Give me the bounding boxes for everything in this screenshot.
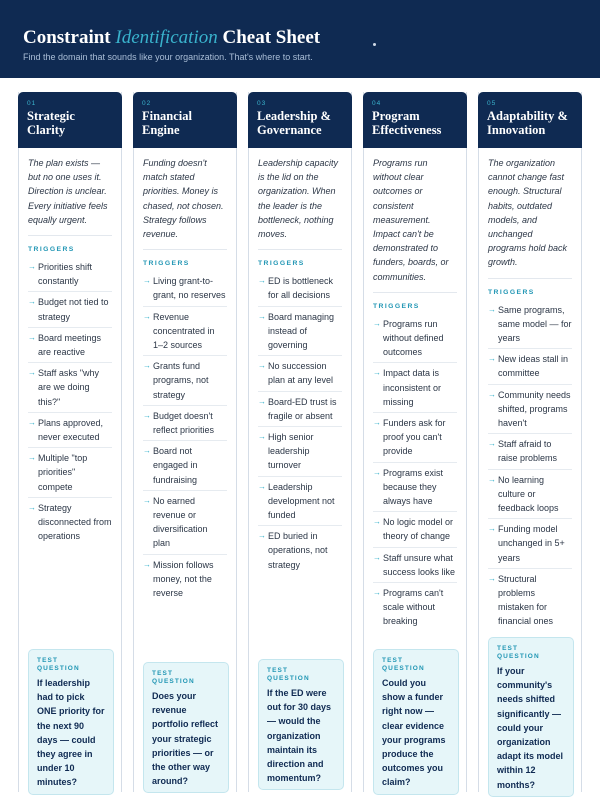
test-question-box: [258, 659, 344, 790]
trigger-item: → Multiple "top priorities" compete: [28, 448, 112, 498]
test-question-text: Could you show a funder right now — clear evidence your programs produce the outcomes you claim?: [382, 678, 446, 788]
arrow-icon: →: [488, 524, 496, 534]
triggers-label: TRIGGERS: [143, 260, 190, 268]
arrow-icon: →: [488, 474, 496, 484]
test-question-box: [373, 649, 459, 795]
column-number: 03: [257, 100, 267, 107]
column-name: Strategic Clarity: [27, 109, 75, 137]
arrow-icon: →: [143, 410, 151, 420]
column-number: 02: [142, 100, 152, 107]
title-emphasis: Identification: [115, 27, 218, 48]
trigger-item: → Staff unsure what success looks like: [373, 548, 457, 583]
arrow-icon: →: [143, 311, 151, 321]
column-name: Financial Engine: [142, 109, 193, 137]
domain-column-leadership-governance: [248, 92, 352, 792]
triggers-label: TRIGGERS: [28, 246, 75, 254]
trigger-item: → Board-ED trust is fragile or absent: [258, 392, 342, 427]
arrow-icon: →: [258, 276, 266, 286]
test-question-text: If your community's needs shifted significantly — could your organization adapt its model within 12 months?: [497, 666, 564, 790]
arrow-icon: →: [143, 559, 151, 569]
domain-column-program-effectiveness: [363, 92, 467, 792]
trigger-item: → Programs exist because they always have: [373, 463, 457, 513]
trigger-item: → No logic model or theory of change: [373, 512, 457, 547]
arrow-icon: →: [28, 502, 36, 512]
arrow-icon: →: [373, 552, 381, 562]
arrow-icon: →: [258, 396, 266, 406]
arrow-icon: →: [28, 297, 36, 307]
trigger-item: → Priorities shift constantly: [28, 257, 112, 292]
header-banner: [0, 0, 600, 78]
triggers-label: TRIGGERS: [258, 260, 305, 268]
arrow-icon: →: [258, 432, 266, 442]
arrow-icon: →: [143, 446, 151, 456]
arrow-icon: →: [143, 276, 151, 286]
trigger-item: → Board meetings are reactive: [28, 328, 112, 363]
trigger-item: → ED is bottleneck for all decisions: [258, 271, 342, 306]
title-part-1: Constraint: [23, 27, 111, 48]
column-number: 04: [372, 100, 382, 107]
arrow-icon: →: [28, 453, 36, 463]
test-question-box: [28, 649, 114, 795]
arrow-icon: →: [373, 418, 381, 428]
test-question-label: TEST QUESTION: [382, 657, 425, 672]
trigger-item: → Budget not tied to strategy: [28, 292, 112, 327]
domain-column-adaptability-innovation: [478, 92, 582, 792]
trigger-item: → ED buried in operations, not strategy: [258, 531, 328, 570]
trigger-list: [488, 300, 572, 632]
arrow-icon: →: [258, 311, 266, 321]
arrow-icon: →: [373, 517, 381, 527]
trigger-item: → Leadership development not funded: [258, 477, 342, 527]
column-description: Funding doesn't match stated priorities. Money is chased, not chosen. Strategy follows revenue.: [143, 156, 227, 250]
arrow-icon: →: [373, 467, 381, 477]
test-question-label: TEST QUESTION: [37, 657, 80, 672]
test-question-label: TEST QUESTION: [497, 645, 540, 660]
triggers-label: TRIGGERS: [373, 302, 420, 310]
trigger-list: [28, 257, 112, 546]
column-name: Adaptability & Innovation: [487, 109, 568, 137]
trigger-item: → Same programs, same model — for years: [488, 300, 572, 350]
column-header: [133, 92, 237, 148]
trigger-item: → Programs can't scale without breaking: [373, 588, 444, 627]
trigger-item: → Plans approved, never executed: [28, 413, 112, 448]
page-subtitle: Find the domain that sounds like your organization. That's where to start.: [23, 52, 313, 62]
arrow-icon: →: [258, 481, 266, 491]
trigger-item: → Staff afraid to raise problems: [488, 434, 572, 469]
column-number: 01: [27, 100, 37, 107]
arrow-icon: →: [28, 332, 36, 342]
arrow-icon: →: [143, 495, 151, 505]
trigger-item: → Funding model unchanged in 5+ years: [488, 519, 572, 569]
arrow-icon: →: [488, 304, 496, 314]
trigger-item: → High senior leadership turnover: [258, 427, 342, 477]
trigger-item: → New ideas stall in committee: [488, 349, 572, 384]
trigger-item: → No earned revenue or diversification plan: [143, 491, 227, 555]
column-name: Program Effectiveness: [372, 109, 442, 137]
arrow-icon: →: [258, 361, 266, 371]
arrow-icon: →: [373, 588, 381, 598]
trigger-item: → Impact data is inconsistent or missing: [373, 363, 457, 413]
arrow-icon: →: [488, 354, 496, 364]
column-header: [478, 92, 582, 148]
trigger-item: → Programs run without defined outcomes: [373, 314, 457, 364]
test-question-text: Does your revenue portfolio reflect your strategic priorities — or the other way around?: [152, 691, 219, 787]
column-description: Programs run without clear outcomes or consistent measurement. Impact can't be demonstrated to funders, boards, or communities.: [373, 156, 457, 293]
triggers-label: TRIGGERS: [488, 288, 535, 296]
domain-column-strategic-clarity: [18, 92, 122, 792]
column-name: Leadership & Governance: [257, 109, 331, 137]
trigger-item: → Staff asks "why are we doing this?": [28, 363, 112, 413]
trigger-item: → Budget doesn't reflect priorities: [143, 406, 227, 441]
trigger-list: [373, 314, 457, 632]
arrow-icon: →: [143, 361, 151, 371]
title-part-2: Cheat Sheet: [222, 27, 321, 48]
decorative-dot: [373, 43, 376, 46]
trigger-item: → Structural problems mistaken for financial ones: [488, 573, 554, 627]
arrow-icon: →: [488, 439, 496, 449]
test-question-box: [143, 662, 229, 793]
domain-column-financial-engine: [133, 92, 237, 792]
column-header: [363, 92, 467, 148]
column-header: [248, 92, 352, 148]
trigger-item: → Community needs shifted, programs haven't: [488, 385, 572, 435]
trigger-item: → Strategy disconnected from operations: [28, 502, 112, 542]
column-number: 05: [487, 100, 497, 107]
page-title: [23, 27, 320, 49]
trigger-item: → Board managing instead of governing: [258, 307, 342, 357]
trigger-item: → Mission follows money, not the reverse: [143, 559, 214, 599]
test-question-label: TEST QUESTION: [267, 667, 310, 682]
trigger-item: → Revenue concentrated in 1–2 sources: [143, 307, 227, 357]
column-description: The plan exists — but no one uses it. Direction is unclear. Every initiative feels equally urgent.: [28, 156, 112, 236]
trigger-item: → No succession plan at any level: [258, 356, 342, 391]
trigger-item: → Funders ask for proof you can't provide: [373, 413, 457, 463]
column-description: The organization cannot change fast enough. Structural habits, outdated models, and unchanged programs hold back growth.: [488, 156, 572, 279]
test-question-text: If leadership had to pick ONE priority for the next 90 days — could they agree in under 10 minutes?: [37, 678, 105, 788]
trigger-item: → Board not engaged in fundraising: [143, 441, 227, 491]
test-question-label: TEST QUESTION: [152, 670, 195, 685]
arrow-icon: →: [258, 531, 266, 541]
column-description: Leadership capacity is the lid on the organization. When the leader is the bottleneck, nothing moves.: [258, 156, 342, 250]
trigger-item: → No learning culture or feedback loops: [488, 470, 572, 520]
test-question-text: If the ED were out for 30 days — would the organization maintain its direction and momentum?: [267, 688, 332, 784]
arrow-icon: →: [373, 318, 381, 328]
arrow-icon: →: [373, 368, 381, 378]
arrow-icon: →: [28, 262, 36, 272]
trigger-item: → Living grant-to-grant, no reserves: [143, 271, 227, 306]
trigger-list: [143, 271, 227, 603]
test-question-box: [488, 637, 574, 797]
trigger-item: → Grants fund programs, not strategy: [143, 356, 227, 406]
trigger-list: [258, 271, 342, 575]
arrow-icon: →: [28, 417, 36, 427]
column-header: [18, 92, 122, 148]
arrow-icon: →: [488, 389, 496, 399]
arrow-icon: →: [488, 573, 496, 583]
arrow-icon: →: [28, 368, 36, 378]
